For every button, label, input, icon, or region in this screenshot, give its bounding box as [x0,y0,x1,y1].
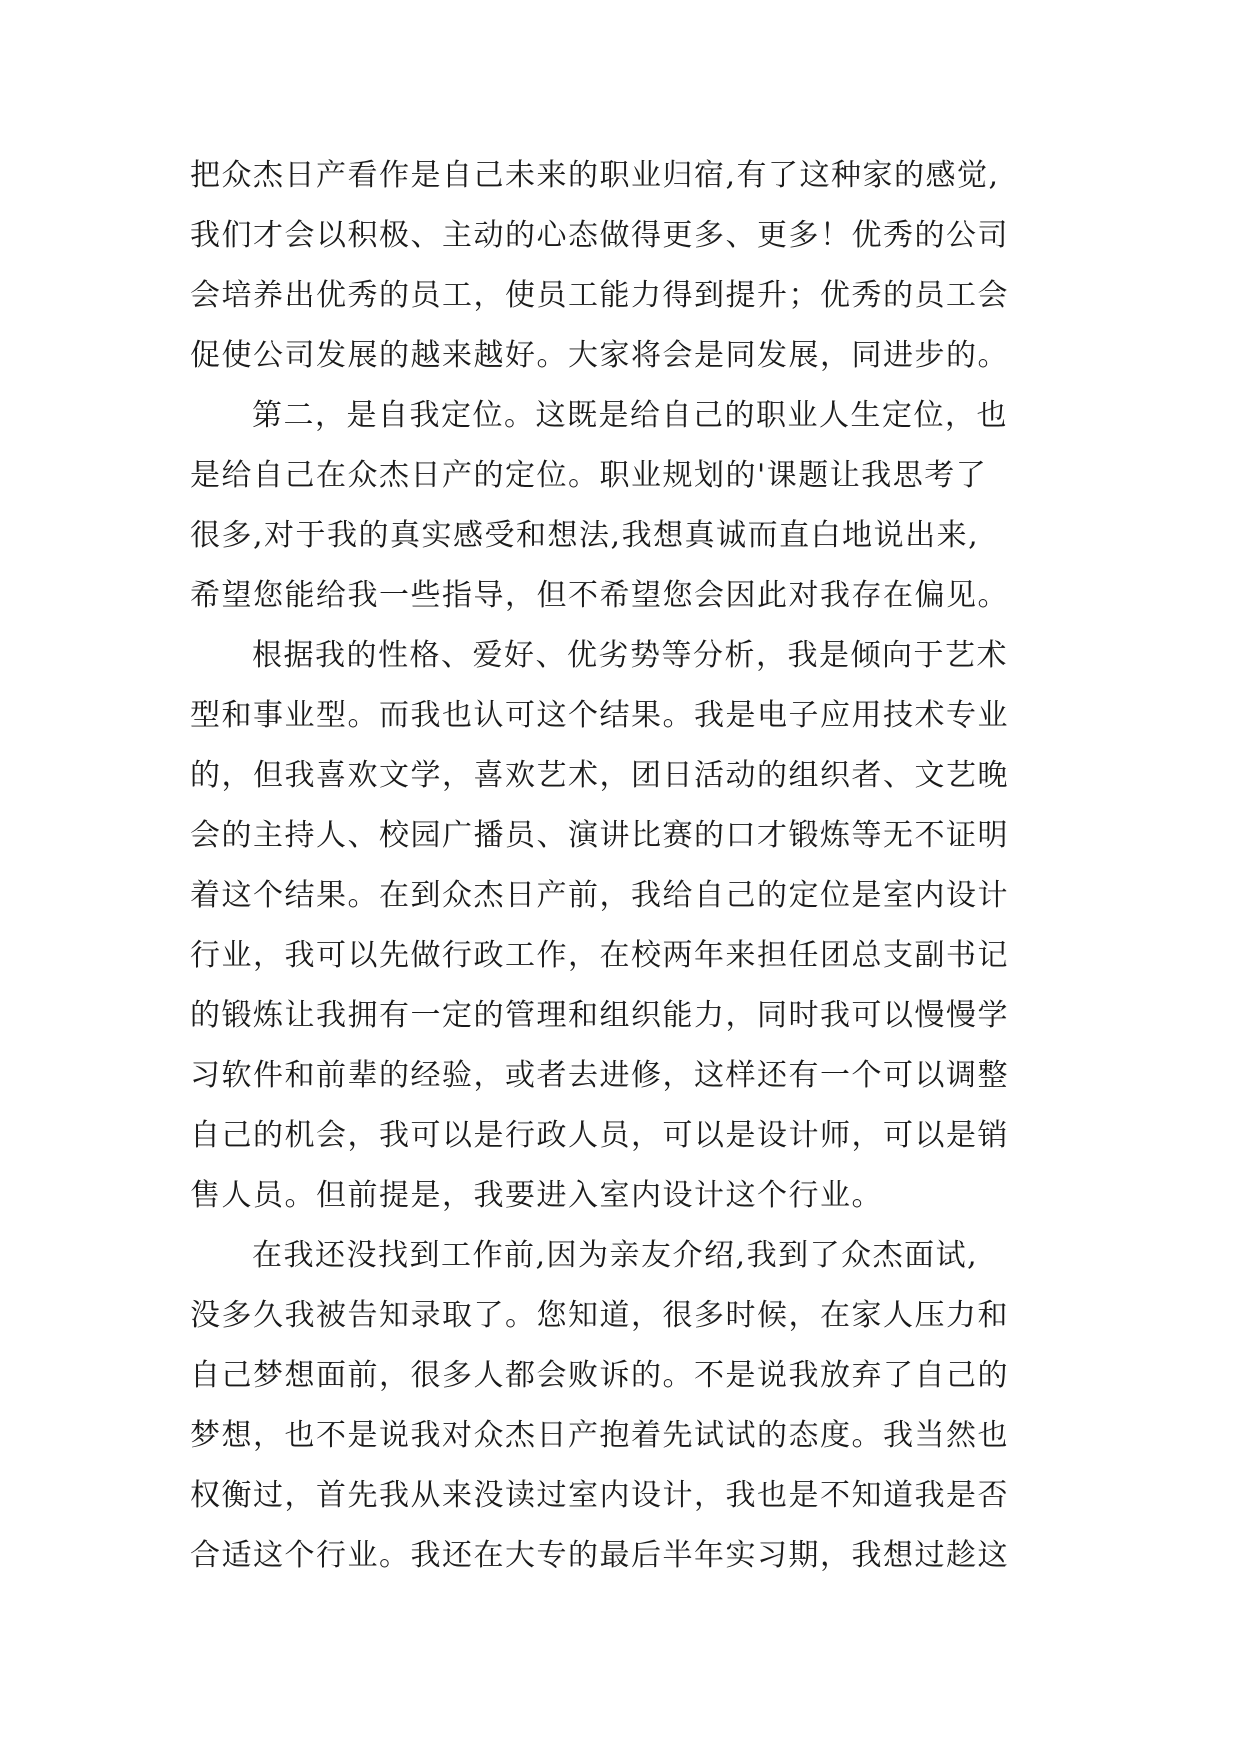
text-line: 着这个结果。在到众杰日产前，我给自己的定位是室内设计 [190,878,1009,913]
text-line: 习软件和前辈的经验，或者去进修，这样还有一个可以调整 [190,1058,1009,1093]
paragraph-first-line: 在我还没找到工作前,因为亲友介绍,我到了众杰面试, [252,1238,979,1273]
text-line: 希望您能给我一些指导，但不希望您会因此对我存在偏见。 [190,578,1009,613]
text-line: 我们才会以积极、主动的心态做得更多、更多！优秀的公司 [190,218,1009,253]
text-line: 把众杰日产看作是自己未来的职业归宿,有了这种家的感觉, [190,158,1000,193]
text-line: 没多久我被告知录取了。您知道，很多时候，在家人压力和 [190,1298,1009,1333]
text-line: 型和事业型。而我也认可这个结果。我是电子应用技术专业 [190,698,1009,733]
text-line: 梦想，也不是说我对众杰日产抱着先试试的态度。我当然也 [190,1418,1009,1453]
text-line: 行业，我可以先做行政工作，在校两年来担任团总支副书记 [190,938,1009,973]
text-line: 会培养出优秀的员工，使员工能力得到提升；优秀的员工会 [190,278,1009,313]
text-line: 自己梦想面前，很多人都会败诉的。不是说我放弃了自己的 [190,1358,1009,1393]
text-line: 合适这个行业。我还在大专的最后半年实习期，我想过趁这 [190,1538,1009,1573]
document-body [190,156,1070,1596]
text-line: 是给自己在众杰日产的定位。职业规划的'课题让我思考了 [190,458,988,493]
text-line: 会的主持人、校园广播员、演讲比赛的口才锻炼等无不证明 [190,818,1009,853]
text-line: 的锻炼让我拥有一定的管理和组织能力，同时我可以慢慢学 [190,998,1009,1033]
text-line: 售人员。但前提是，我要进入室内设计这个行业。 [190,1178,883,1213]
text-line: 很多,对于我的真实感受和想法,我想真诚而直白地说出来, [190,518,980,553]
text-line: 自己的机会，我可以是行政人员，可以是设计师，可以是销 [190,1118,1009,1153]
text-line: 权衡过，首先我从来没读过室内设计，我也是不知道我是否 [190,1478,1009,1513]
paragraph-first-line: 第二，是自我定位。这既是给自己的职业人生定位，也 [252,398,1008,433]
text-line: 促使公司发展的越来越好。大家将会是同发展，同进步的。 [190,338,1009,373]
text-line: 的，但我喜欢文学，喜欢艺术，团日活动的组织者、文艺晚 [190,758,1009,793]
paragraph-first-line: 根据我的性格、爱好、优劣势等分析，我是倾向于艺术 [252,638,1008,673]
